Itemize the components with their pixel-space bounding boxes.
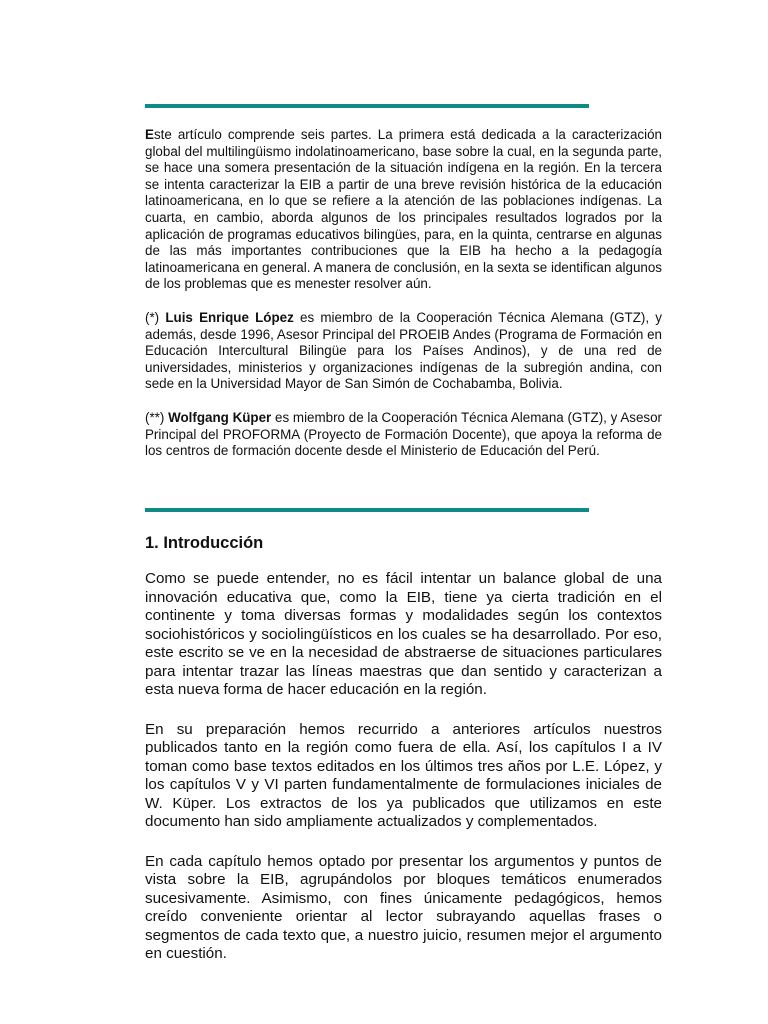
author-note-marker: (*): [145, 309, 166, 325]
body-paragraph: Como se puede entender, no es fácil intentar un balance global de una innovación educativa que, como la EIB, tiene ya cierta tradición en el continente y toma diversas formas y modalidades según los contextos sociohistóricos y sociolingüísticos en los cuales se ha desarrollado. Por eso, este escrito se ve en la necesidad de abstraerse de situaciones particulares para intentar trazar las líneas maestras que dan sentido y caracterizan a esta nueva forma de hacer educación en la región.: [145, 570, 662, 698]
section-heading: 1. Introducción: [145, 534, 264, 552]
abstract-block: [145, 127, 662, 477]
author-name-lopez: Luis Enrique López: [165, 309, 294, 325]
author-note-marker: (**): [145, 409, 169, 425]
top-divider-rule: [145, 104, 589, 108]
author-name-kuper: Wolfgang Küper: [168, 409, 272, 425]
author-note-kuper: [145, 410, 662, 460]
introduction-section: [145, 533, 662, 985]
body-paragraph: En cada capítulo hemos optado por presentar los argumentos y puntos de vista sobre la EIB, agrupándolos por bloques temáticos enumerados sucesivamente. Asimismo, con fines únicamente pedagógicos, hemos creído conveniente orientar al lector subrayando aquellas frases o segmentos de cada texto que, a nuestro juicio, resumen mejor el argumento en cuestión.: [145, 852, 662, 962]
author-note-lopez: [145, 310, 662, 393]
section-divider-rule: [145, 508, 589, 512]
author-note-kuper-text: es miembro de la Cooperación Técnica Alemana (GTZ), y Asesor Principal del PROFORMA (Proyecto de Formación Docente), que apoya la reforma de los centros de formación docente desde el Ministerio de Educación del Perú.: [145, 409, 663, 459]
abstract-summary-text: ste artículo comprende seis partes. La primera está dedicada a la caracterización global del multilingüismo indolatinoamericano, base sobre la cual, en la segunda parte, se hace una somera presentación de la situación indígena en la región. En la tercera se intenta caracterizar la EIB a partir de una breve revisión histórica de la educación latinoamericana, en lo que se refiere a la atención de las poblaciones indígenas. La cuarta, en cambio, aborda algunos de los principales resultados logrados por la aplicación de programas educativos bilingües, para, en la quinta, centrarse en algunas de las más importantes contribuciones que la EIB ha hecho a la pedagogía latinoamericana en general. A manera de conclusión, en la sexta se identifican algunos de los problemas que es menester resolver aún.: [145, 127, 662, 292]
abstract-dropcap: E: [145, 127, 154, 142]
author-note-lopez-text: es miembro de la Cooperación Técnica Alemana (GTZ), y además, desde 1996, Asesor Principal del PROEIB Andes (Programa de Formación en Educación Intercultural Bilingüe para los Países Andinos), y de una red de universidades, ministerios y organizaciones indígenas de la subregión andina, con sede en la Universidad Mayor de San Simón de Cochabamba, Bolivia.: [145, 309, 662, 392]
abstract-summary-paragraph: [145, 127, 662, 293]
body-paragraph: En su preparación hemos recurrido a anteriores artículos nuestros publicados tanto en la región como fuera de ella. Así, los capítulos I a IV toman como base textos editados en los últimos tres años por L.E. López, y los capítulos V y VI parten fundamentalmente de formulaciones iniciales de W. Küper. Los extractos de los ya publicados que utilizamos en este documento han sido ampliamente actualizados y complementados.: [145, 720, 662, 830]
